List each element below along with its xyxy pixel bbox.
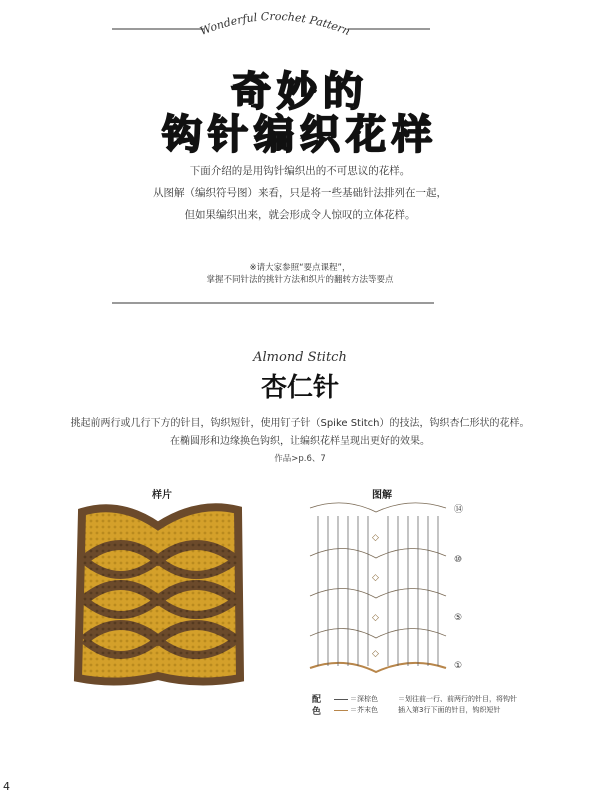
svg-text:◇: ◇ <box>372 649 379 659</box>
arc-title <box>190 6 360 46</box>
legend-title-2: 色 <box>312 707 322 717</box>
svg-text:◇: ◇ <box>372 613 379 623</box>
legend-mustard-swatch <box>334 710 348 711</box>
diagram-label: 图解 <box>372 490 392 501</box>
pattern-reference: 作品>p.6、7 <box>274 454 326 464</box>
note-line: ※请大家参照“要点课程”， <box>249 263 351 273</box>
page-number: 4 <box>3 780 10 793</box>
arc-title-text: Wonderful Crochet Pattern <box>198 9 352 38</box>
page-title-line1: 奇妙的 <box>231 69 369 115</box>
stitch-diagram <box>304 496 474 686</box>
row-marker-1: ① <box>454 661 463 671</box>
svg-text:Wonderful Crochet Pattern <box>198 10 352 38</box>
intro-line: 从图解（编织符号图）来看，只是将一些基础针法排列在一起， <box>153 187 447 199</box>
svg-text:◇: ◇ <box>372 533 379 543</box>
symbol-note <box>398 694 538 716</box>
note-text <box>0 262 600 286</box>
row-marker-14: ⑭ <box>454 505 464 515</box>
legend-dark-swatch <box>334 699 348 700</box>
desc-line: 挑起前两行或几行下方的针目，钩织短针，使用钉子针（Spike Stitch）的技法，钩织杏仁形状的花样。 <box>70 418 530 429</box>
page-title-line2: 钩针编织花样 <box>162 112 438 158</box>
header-rule-right <box>348 28 430 30</box>
symbol-note-line: 插入第3行下面的针目，钩织短针 <box>398 706 501 714</box>
row-marker-10: ⑩ <box>454 555 463 565</box>
section-divider <box>112 302 434 304</box>
legend-title-1: 配 <box>312 695 322 705</box>
intro-line: 下面介绍的是用钩针编织出的不可思议的花样。 <box>189 165 411 177</box>
section-title-cn: 杏仁针 <box>260 373 339 403</box>
legend-mustard: ＝芥末色 <box>350 706 378 714</box>
row-marker-5: ⑤ <box>454 613 463 623</box>
intro-line: 但如果编织出来，就会形成令人惊叹的立体花样。 <box>184 209 416 221</box>
note-line: 掌握不同针法的挑针方法和织片的翻转方法等要点 <box>206 275 394 285</box>
desc-line: 在椭圆形和边缘换色钩织，让编织花样呈现出更好的效果。 <box>170 436 430 447</box>
section-description <box>0 415 600 451</box>
section-title-en: Almond Stitch <box>253 350 347 365</box>
legend-dark: ＝深棕色 <box>350 695 378 703</box>
symbol-note-line: ＝划往前一行、前两行的针目，将钩针 <box>398 695 517 703</box>
svg-text:◇: ◇ <box>372 573 379 583</box>
intro-text <box>0 160 600 226</box>
swatch-label: 样片 <box>152 490 172 501</box>
crochet-swatch-image <box>70 500 248 690</box>
